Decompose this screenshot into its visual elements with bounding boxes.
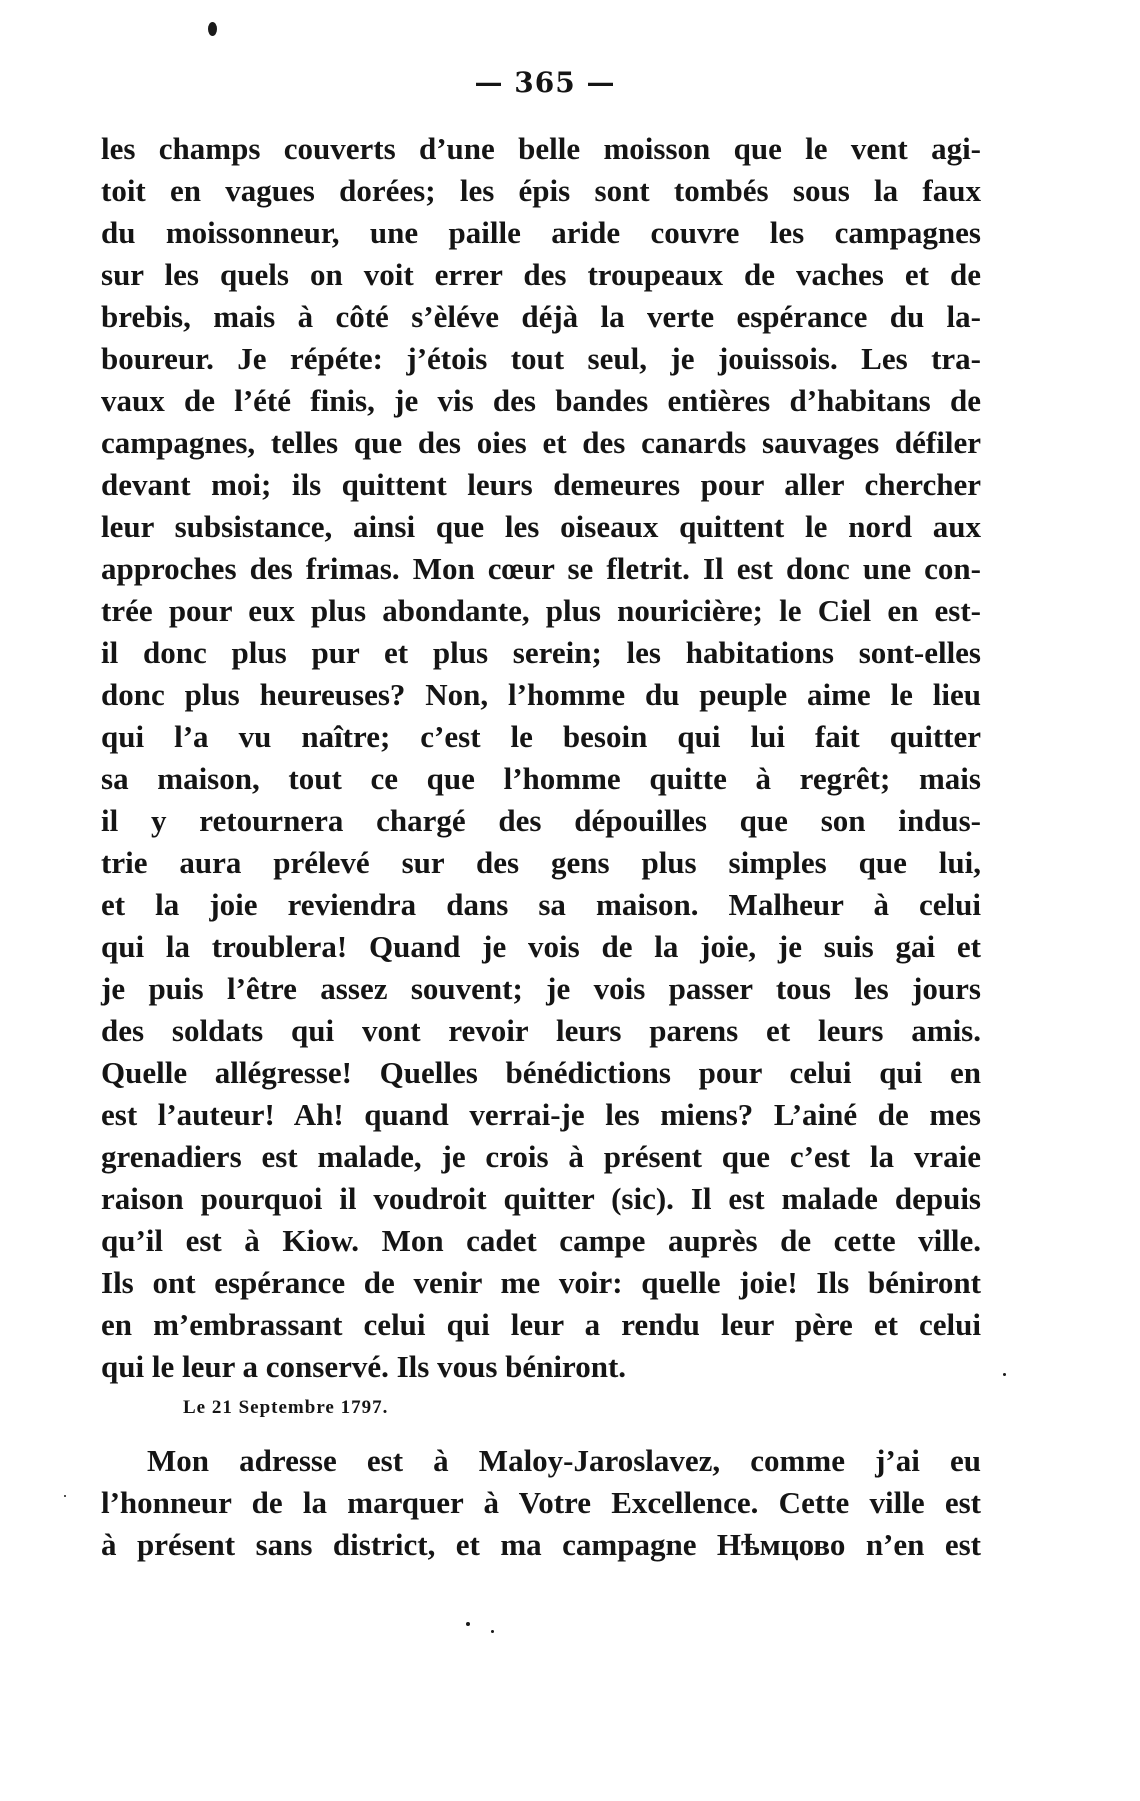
scan-speck bbox=[491, 1630, 494, 1633]
text-line: toit en vagues dorées; les épis sont tombés sous la faux bbox=[101, 173, 981, 208]
letter-dateline: Le 21 Septembre 1797. bbox=[183, 1397, 389, 1418]
text-line: du moissonneur, une paille aride couvre les campagnes bbox=[101, 215, 981, 250]
text-line: et la joie reviendra dans sa maison. Malheur à celui bbox=[101, 887, 981, 922]
text-line: est l’auteur! Ah! quand verrai-je les miens? L’ainé de mes bbox=[101, 1097, 981, 1132]
text-line: des soldats qui vont revoir leurs parens et leurs amis. bbox=[101, 1013, 981, 1048]
text-line: leur subsistance, ainsi que les oiseaux quittent le nord aux bbox=[101, 509, 981, 544]
text-line: trée pour eux plus abondante, plus nouricière; le Ciel en est- bbox=[101, 593, 981, 628]
text-line: Ils ont espérance de venir me voir: quelle joie! Ils béniront bbox=[101, 1265, 981, 1300]
text-line: raison pourquoi il voudroit quitter (sic). Il est malade depuis bbox=[101, 1181, 981, 1216]
text-line: les champs couverts d’une belle moisson que le vent agi- bbox=[101, 131, 981, 166]
text-line: il donc plus pur et plus serein; les habitations sont-elles bbox=[101, 635, 981, 670]
scan-speck bbox=[466, 1622, 470, 1626]
text-line: je puis l’être assez souvent; je vois passer tous les jours bbox=[101, 971, 981, 1006]
scan-speck bbox=[208, 22, 217, 36]
text-line: qu’il est à Kiow. Mon cadet campe auprès de cette ville. bbox=[101, 1223, 981, 1258]
text-line: boureur. Je répéte: j’étois tout seul, je jouissois. Les tra- bbox=[101, 341, 981, 376]
text-line: qui l’a vu naître; c’est le besoin qui lui fait quitter bbox=[101, 719, 981, 754]
text-line: qui la troublera! Quand je vois de la joie, je suis gai et bbox=[101, 929, 981, 964]
scan-speck bbox=[1003, 1373, 1006, 1376]
text-line: en m’embrassant celui qui leur a rendu leur père et celui bbox=[101, 1307, 981, 1342]
text-line: Quelle allégresse! Quelles bénédictions pour celui qui en bbox=[101, 1055, 981, 1090]
text-line: brebis, mais à côté s’èléve déjà la verte espérance du la- bbox=[101, 299, 981, 334]
text-line: à présent sans district, et ma campagne Нѣмцово n’en est bbox=[101, 1527, 981, 1562]
scan-speck bbox=[64, 1495, 66, 1497]
text-line: sa maison, tout ce que l’homme quitte à regrêt; mais bbox=[101, 761, 981, 796]
text-line: grenadiers est malade, je crois à présent que c’est la vraie bbox=[101, 1139, 981, 1174]
text-line: trie aura prélevé sur des gens plus simples que lui, bbox=[101, 845, 981, 880]
text-line: l’honneur de la marquer à Votre Excellence. Cette ville est bbox=[101, 1485, 981, 1520]
page-number: — 365 — bbox=[474, 66, 616, 99]
text-line: campagnes, telles que des oies et des canards sauvages défiler bbox=[101, 425, 981, 460]
text-line: approches des frimas. Mon cœur se fletrit. Il est donc une con- bbox=[101, 551, 981, 586]
text-line: donc plus heureuses? Non, l’homme du peuple aime le lieu bbox=[101, 677, 981, 712]
paragraph-2 bbox=[101, 1440, 981, 1566]
text-line: qui le leur a conservé. Ils vous béniront. bbox=[101, 1349, 627, 1384]
text-line: sur les quels on voit errer des troupeaux de vaches et de bbox=[101, 257, 981, 292]
paragraph-1 bbox=[101, 128, 981, 1428]
text-line: Mon adresse est à Maloy-Jaroslavez, comme j’ai eu bbox=[147, 1443, 981, 1478]
text-line: vaux de l’été finis, je vis des bandes entières d’habitans de bbox=[101, 383, 981, 418]
text-line: il y retournera chargé des dépouilles que son indus- bbox=[101, 803, 981, 838]
text-line: devant moi; ils quittent leurs demeures pour aller chercher bbox=[101, 467, 981, 502]
